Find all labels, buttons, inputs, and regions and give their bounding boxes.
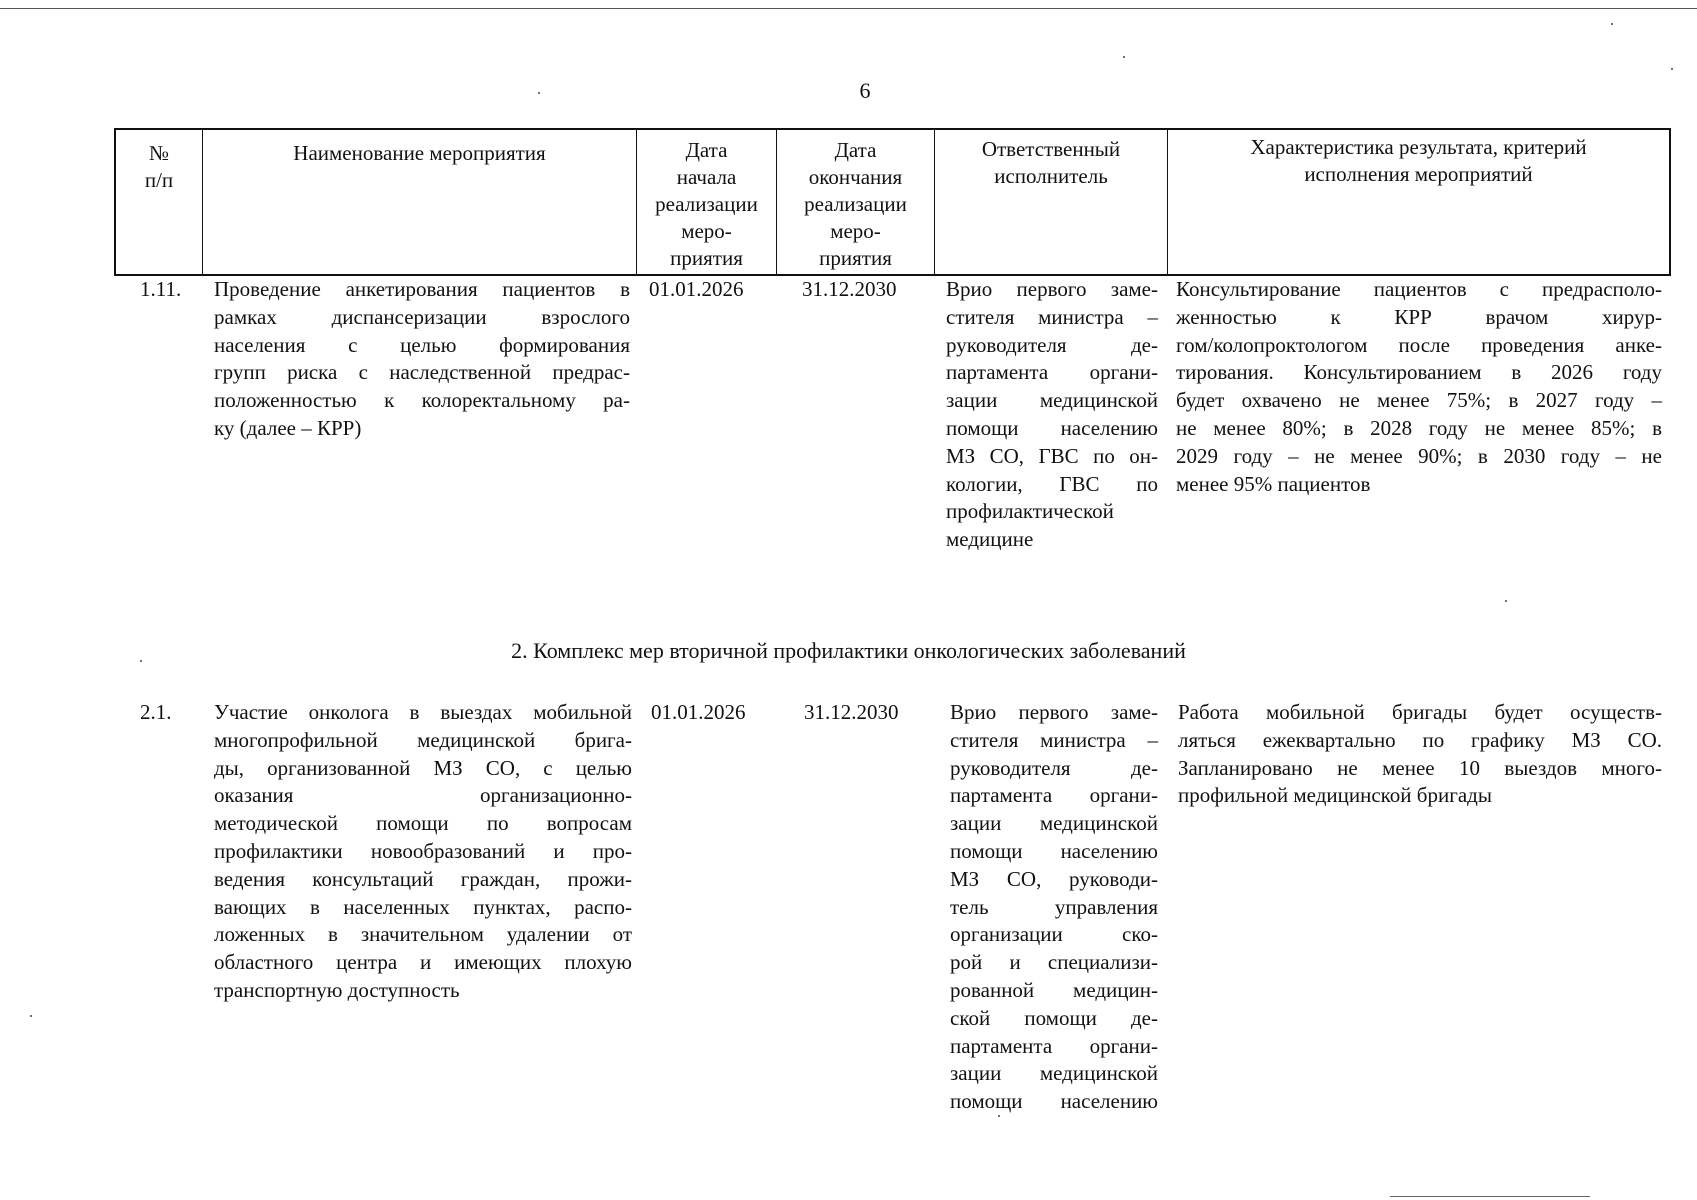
row-start-date: 01.01.2026: [651, 700, 746, 724]
scan-speck: [1611, 23, 1613, 25]
header-text-line: реализации: [804, 192, 907, 216]
header-text-line: Дата: [685, 138, 728, 162]
header-text-line: исполнения мероприятий: [1304, 162, 1533, 186]
text-line: областного центра и имеющих плохую: [214, 950, 632, 975]
text-line: МЗ СО, ГВС по он-: [946, 443, 1158, 468]
row-start-date: 01.01.2026: [649, 277, 744, 301]
text-line: будет охвачено не менее 75%; в 2027 году –: [1176, 388, 1662, 413]
text-line: не менее 80%; в 2028 году не менее 85%; в: [1176, 415, 1662, 440]
row-responsible: [950, 699, 1158, 1116]
header-text-line: реализации: [655, 192, 758, 216]
text-line: медицине: [946, 527, 1034, 552]
text-line: ской помощи де-: [950, 1005, 1158, 1030]
table-header: [114, 128, 1671, 276]
row-result: [1178, 699, 1662, 810]
header-text-line: меро-: [830, 219, 881, 243]
row-responsible: [946, 276, 1158, 554]
scan-speck: [1505, 600, 1507, 602]
header-cell-responsible: [935, 130, 1168, 274]
text-line: рамках диспансеризации взрослого: [214, 304, 630, 329]
row-name: [214, 276, 630, 443]
text-line: помощи населению: [946, 415, 1158, 440]
text-line: партамента органи-: [950, 783, 1158, 808]
header-text-line: начала: [676, 165, 737, 189]
header-cell-start-date: [637, 130, 777, 274]
text-line: ку (далее – КРР): [214, 415, 362, 440]
text-line: зации медицинской: [946, 388, 1158, 413]
text-line: профилактической: [946, 499, 1114, 524]
row-result: [1176, 276, 1662, 498]
text-line: организации ско-: [950, 922, 1158, 947]
header-text-line: Наименование мероприятия: [293, 141, 546, 165]
text-line: Проведение анкетирования пациентов в: [214, 277, 630, 301]
text-line: женностью к КРР врачом хирур-: [1176, 304, 1662, 329]
header-text-line: Дата: [834, 138, 877, 162]
header-text-line: приятия: [670, 246, 743, 270]
header-text-line: Характеристика результата, критерий: [1250, 135, 1587, 159]
text-line: ляться ежеквартально по графику МЗ СО.: [1178, 727, 1662, 752]
text-line: Участие онколога в выездах мобильной: [214, 700, 632, 724]
text-line: тирования. Консультированием в 2026 году: [1176, 360, 1662, 385]
text-line: тель управления: [950, 894, 1158, 919]
text-line: помощи населению: [950, 838, 1158, 863]
header-text-line: окончания: [808, 165, 903, 189]
text-line: профилактики новообразований и про-: [214, 838, 632, 863]
text-line: партамента органи-: [946, 360, 1158, 385]
text-line: кологии, ГВС по: [946, 471, 1158, 496]
text-line: зации медицинской: [950, 1061, 1158, 1086]
text-line: Работа мобильной бригады будет осуществ-: [1178, 700, 1662, 724]
text-line: оказания организационно-: [214, 783, 632, 808]
header-text-line: п/п: [144, 168, 174, 192]
text-line: стителя министра –: [950, 727, 1158, 752]
text-line: помощи населению: [950, 1089, 1158, 1114]
text-line: многопрофильной медицинской брига-: [214, 727, 632, 752]
text-line: рой и специализи-: [950, 950, 1158, 975]
text-line: профильной медицинской бригады: [1178, 783, 1492, 808]
text-line: менее 95% пациентов: [1176, 471, 1371, 496]
header-cell-result: [1168, 130, 1669, 274]
page-number: 6: [859, 78, 871, 103]
text-line: Консультирование пациентов с предрасполо-: [1176, 277, 1662, 301]
text-line: методической помощи по вопросам: [214, 811, 632, 836]
section-title: 2. Комплекс мер вторичной профилактики онкологических заболеваний: [511, 638, 1186, 663]
text-line: Врио первого заме-: [950, 700, 1158, 724]
text-line: населения с целью формирования: [214, 332, 630, 357]
text-line: групп риска с наследственной предрас-: [214, 360, 630, 385]
row-number: 1.11.: [140, 277, 182, 301]
scan-speck: [140, 660, 142, 662]
text-line: МЗ СО, руководи-: [950, 866, 1158, 891]
scan-speck: [30, 1015, 32, 1017]
text-line: Запланировано не менее 10 выездов много-: [1178, 755, 1662, 780]
text-line: зации медицинской: [950, 811, 1158, 836]
header-text-line: исполнитель: [994, 164, 1108, 188]
row-number: 2.1.: [140, 700, 172, 724]
row-end-date: 31.12.2030: [804, 700, 899, 724]
row-name: [214, 699, 632, 1005]
scan-speck: [1671, 68, 1673, 70]
text-line: ложенных в значительном удалении от: [214, 922, 632, 947]
header-cell-end-date: [777, 130, 935, 274]
text-line: ды, организованной МЗ СО, с целью: [214, 755, 632, 780]
scan-edge-line-bottom: [1390, 1196, 1590, 1197]
scan-speck: [1123, 56, 1125, 58]
text-line: рованной медицин-: [950, 977, 1158, 1002]
text-line: вающих в населенных пунктах, распо-: [214, 894, 632, 919]
header-text-line: приятия: [819, 246, 892, 270]
text-line: гом/колопроктологом после проведения анке-: [1176, 332, 1662, 357]
header-text-line: №: [148, 141, 170, 165]
header-text-line: Ответственный: [981, 137, 1121, 161]
text-line: положенностью к колоректальному ра-: [214, 388, 630, 413]
scan-speck: [538, 92, 540, 94]
text-line: партамента органи-: [950, 1033, 1158, 1058]
header-cell-number: [116, 130, 203, 274]
header-cell-name: [203, 130, 637, 274]
text-line: руководителя де-: [950, 755, 1158, 780]
text-line: ведения консультаций граждан, прожи-: [214, 866, 632, 891]
text-line: Врио первого заме-: [946, 277, 1158, 301]
text-line: транспортную доступность: [214, 977, 460, 1002]
header-text-line: меро-: [681, 219, 732, 243]
scan-edge-line-top: [0, 8, 1697, 9]
text-line: стителя министра –: [946, 304, 1158, 329]
text-line: 2029 году – не менее 90%; в 2030 году – не: [1176, 443, 1662, 468]
row-end-date: 31.12.2030: [802, 277, 897, 301]
text-line: руководителя де-: [946, 332, 1158, 357]
scan-speck: [998, 1115, 1000, 1117]
